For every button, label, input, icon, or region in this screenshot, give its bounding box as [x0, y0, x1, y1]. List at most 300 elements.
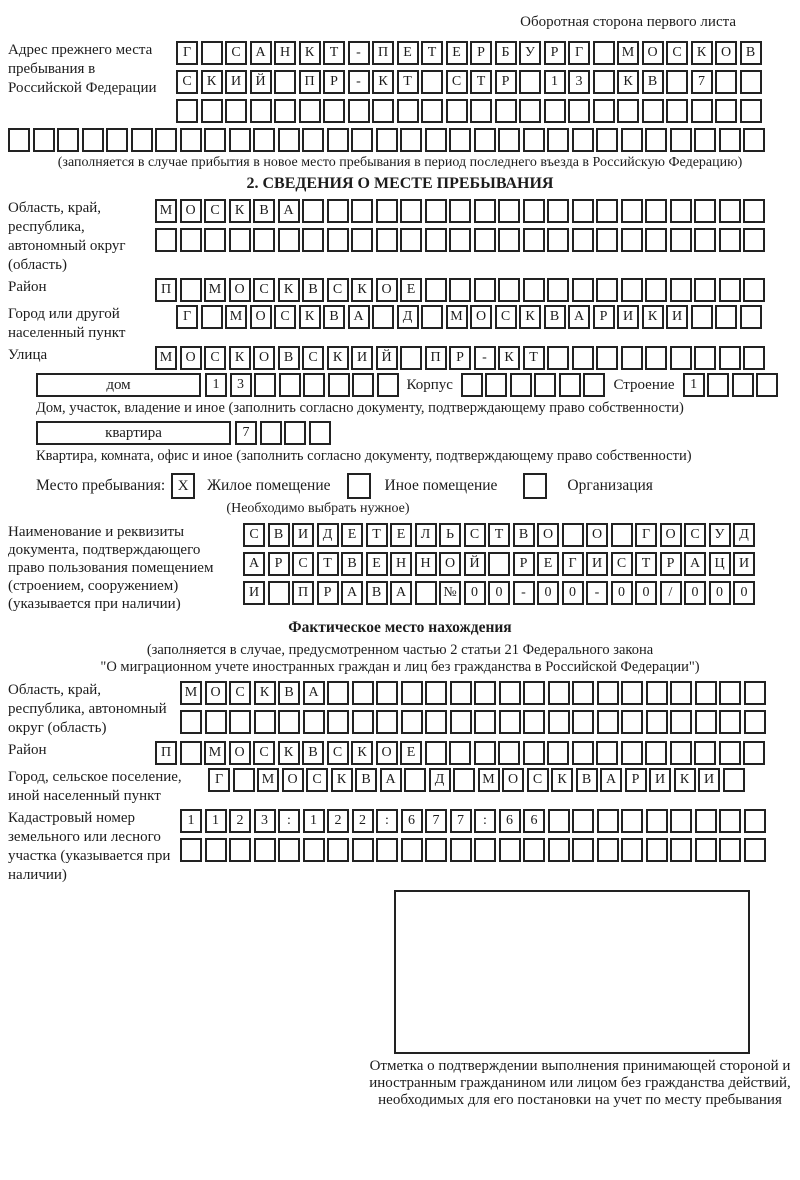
char-box: М [204, 278, 226, 302]
char-box [400, 128, 422, 152]
char-box [715, 99, 737, 123]
char-box: Т [397, 70, 419, 94]
char-box [646, 838, 668, 862]
char-box: К [498, 346, 520, 370]
char-box [646, 809, 668, 833]
char-box [470, 99, 492, 123]
char-box [204, 228, 226, 252]
char-box [450, 681, 472, 705]
char-box [756, 373, 778, 397]
char-box: Н [274, 41, 296, 65]
char-box: С [306, 768, 328, 792]
char-box [274, 99, 296, 123]
city-label: Город или другой населенный пункт [8, 306, 126, 341]
char-box [425, 199, 447, 223]
char-box [572, 710, 594, 734]
char-box [499, 710, 521, 734]
char-box [377, 373, 399, 397]
confirmation-mark-caption: Отметка о подтверждении выполнения принимающей стороной и иностранным гражданином или лицом без гражданства действий, необходимых для его постановки на учет по месту пребывания [369, 1058, 791, 1108]
apartment-row [8, 421, 792, 445]
char-box [695, 838, 717, 862]
char-box [548, 809, 570, 833]
char-box [740, 70, 762, 94]
char-box [397, 99, 419, 123]
char-box [719, 681, 741, 705]
char-box [499, 838, 521, 862]
char-box [302, 199, 324, 223]
char-box [498, 741, 520, 765]
char-box: Л [415, 523, 437, 547]
char-box: С [253, 278, 275, 302]
char-box [670, 128, 692, 152]
char-box: А [341, 581, 363, 605]
stay-option-checkbox-other [347, 473, 371, 499]
char-box [155, 128, 177, 152]
char-box [719, 809, 741, 833]
cadastral-row-2 [180, 838, 766, 862]
char-box [415, 581, 437, 605]
char-box [303, 373, 325, 397]
char-box [743, 741, 765, 765]
house-caption: Дом, участок, владение и иное (заполнить согласно документу, подтверждающему право собственности) [36, 400, 684, 416]
char-box [666, 99, 688, 123]
char-box [278, 128, 300, 152]
char-box: Р [317, 581, 339, 605]
apartment-number-row [235, 421, 331, 445]
char-box: К [691, 41, 713, 65]
district-field [8, 278, 792, 302]
char-box: В [323, 305, 345, 329]
char-box [425, 681, 447, 705]
char-box [691, 305, 713, 329]
char-box: Т [421, 41, 443, 65]
char-box [450, 710, 472, 734]
char-box: М [225, 305, 247, 329]
char-box: Е [537, 552, 559, 576]
char-box [205, 838, 227, 862]
char-box [449, 128, 471, 152]
char-box: Е [446, 41, 468, 65]
char-box: 0 [537, 581, 559, 605]
char-box [425, 710, 447, 734]
char-box: А [250, 41, 272, 65]
char-box: Е [400, 741, 422, 765]
char-box [421, 305, 443, 329]
char-box: 6 [523, 809, 545, 833]
char-box: К [519, 305, 541, 329]
char-box: / [660, 581, 682, 605]
char-box [376, 681, 398, 705]
char-box: № [439, 581, 461, 605]
prev-address-row-2 [176, 70, 762, 94]
document-row-1 [243, 523, 755, 547]
char-box: Р [268, 552, 290, 576]
char-box: О [250, 305, 272, 329]
char-box [666, 70, 688, 94]
char-box: - [474, 346, 496, 370]
char-box [694, 228, 716, 252]
char-box [351, 199, 373, 223]
char-box: К [229, 199, 251, 223]
char-box: Д [317, 523, 339, 547]
char-box: О [642, 41, 664, 65]
char-box [327, 228, 349, 252]
char-box: А [684, 552, 706, 576]
district-label: Район [8, 279, 47, 295]
char-box [694, 199, 716, 223]
char-box: К [299, 41, 321, 65]
char-box: О [439, 552, 461, 576]
char-box [732, 373, 754, 397]
city-row [176, 305, 762, 329]
prev-address-row-4 [8, 128, 792, 152]
char-box [694, 278, 716, 302]
char-box: В [366, 581, 388, 605]
char-box: П [155, 741, 177, 765]
char-box [645, 128, 667, 152]
char-box [449, 199, 471, 223]
char-box: - [348, 70, 370, 94]
char-box [523, 741, 545, 765]
char-box [253, 128, 275, 152]
char-box: 7 [235, 421, 257, 445]
char-box: И [666, 305, 688, 329]
char-box [327, 128, 349, 152]
char-box: С [327, 741, 349, 765]
char-box: С [176, 70, 198, 94]
char-box: В [268, 523, 290, 547]
char-box: К [201, 70, 223, 94]
char-box: К [327, 346, 349, 370]
char-box: В [278, 681, 300, 705]
char-box [474, 681, 496, 705]
char-box [744, 710, 766, 734]
char-box [229, 128, 251, 152]
stay-option-label-organization: Организация [567, 477, 653, 494]
actual-city-row [208, 768, 745, 792]
char-box [488, 552, 510, 576]
char-box [495, 99, 517, 123]
char-box [278, 228, 300, 252]
char-box: С [684, 523, 706, 547]
char-box: Е [366, 552, 388, 576]
char-box [572, 741, 594, 765]
char-box: К [351, 741, 373, 765]
char-box: Р [544, 41, 566, 65]
char-box: К [617, 70, 639, 94]
char-box: П [372, 41, 394, 65]
char-box [400, 228, 422, 252]
char-box [691, 99, 713, 123]
char-box: Р [323, 70, 345, 94]
char-box: А [568, 305, 590, 329]
char-box [421, 70, 443, 94]
actual-location-subtitle-1: (заполняется в случае, предусмотренном частью 2 статьи 21 Федерального закона [146, 642, 654, 658]
house-number-row [205, 373, 399, 397]
char-box: Ц [709, 552, 731, 576]
char-box: 3 [254, 809, 276, 833]
char-box: М [478, 768, 500, 792]
char-box: С [292, 552, 314, 576]
char-box: 0 [562, 581, 584, 605]
char-box: Р [593, 305, 615, 329]
char-box: С [527, 768, 549, 792]
char-box: Р [513, 552, 535, 576]
char-box: С [229, 681, 251, 705]
char-box: О [229, 741, 251, 765]
char-box: 0 [684, 581, 706, 605]
char-box: К [254, 681, 276, 705]
char-box: О [715, 41, 737, 65]
char-box [694, 741, 716, 765]
char-box [621, 346, 643, 370]
stroenie-row [683, 373, 779, 397]
char-box: И [617, 305, 639, 329]
char-box [372, 99, 394, 123]
char-box [498, 228, 520, 252]
char-box: А [303, 681, 325, 705]
char-box: Е [400, 278, 422, 302]
char-box [621, 199, 643, 223]
char-box [376, 710, 398, 734]
char-box: И [292, 523, 314, 547]
char-box [176, 99, 198, 123]
char-box [645, 278, 667, 302]
char-box: У [519, 41, 541, 65]
char-box [278, 710, 300, 734]
house-row [8, 373, 792, 397]
char-box [719, 741, 741, 765]
char-box: 6 [401, 809, 423, 833]
char-box [180, 710, 202, 734]
char-box [534, 373, 556, 397]
char-box: Н [415, 552, 437, 576]
char-box [278, 838, 300, 862]
char-box [670, 199, 692, 223]
char-box: В [302, 278, 324, 302]
char-box: 6 [499, 809, 521, 833]
char-box: К [278, 278, 300, 302]
char-box [498, 199, 520, 223]
char-box [523, 710, 545, 734]
document-row-3 [243, 581, 755, 605]
char-box: В [302, 741, 324, 765]
prev-address-row-1 [176, 41, 762, 65]
char-box [82, 128, 104, 152]
stay-type-label: Место пребывания: [36, 477, 166, 494]
char-box [449, 278, 471, 302]
char-box [519, 99, 541, 123]
char-box [572, 228, 594, 252]
char-box [719, 838, 741, 862]
char-box [131, 128, 153, 152]
char-box [449, 228, 471, 252]
char-box [284, 421, 306, 445]
stay-type-row [8, 473, 792, 499]
char-box: А [243, 552, 265, 576]
char-box: 1 [180, 809, 202, 833]
char-box [621, 809, 643, 833]
char-box [376, 838, 398, 862]
char-box [548, 681, 570, 705]
char-box [740, 99, 762, 123]
char-box: К [299, 305, 321, 329]
char-box [327, 681, 349, 705]
char-box [523, 278, 545, 302]
region-field [8, 199, 792, 275]
char-box: Т [470, 70, 492, 94]
char-box [523, 128, 545, 152]
char-box [621, 710, 643, 734]
char-box: О [502, 768, 524, 792]
char-box: - [348, 41, 370, 65]
char-box [523, 199, 545, 223]
char-box [544, 99, 566, 123]
char-box: С [204, 199, 226, 223]
char-box [695, 681, 717, 705]
char-box [547, 278, 569, 302]
stay-option-checkbox-residential: X [171, 473, 195, 499]
char-box: М [180, 681, 202, 705]
actual-region-field [8, 681, 792, 738]
char-box: К [278, 741, 300, 765]
region-label: Область, край, республика, автономный округ (область) [8, 200, 126, 273]
char-box [250, 99, 272, 123]
char-box [204, 128, 226, 152]
char-box [621, 128, 643, 152]
char-box: К [372, 70, 394, 94]
char-box [572, 838, 594, 862]
stay-option-checkbox-organization [523, 473, 547, 499]
char-box [254, 373, 276, 397]
char-box [572, 346, 594, 370]
char-box [715, 305, 737, 329]
char-box [474, 838, 496, 862]
char-box [510, 373, 532, 397]
char-box: П [292, 581, 314, 605]
char-box [352, 373, 374, 397]
char-box: И [586, 552, 608, 576]
char-box: Г [208, 768, 230, 792]
char-box [425, 228, 447, 252]
char-box [229, 838, 251, 862]
char-box [719, 128, 741, 152]
char-box: О [586, 523, 608, 547]
char-box [547, 128, 569, 152]
char-box [621, 741, 643, 765]
stay-option-label-residential: Жилое помещение [207, 477, 331, 494]
char-box: П [155, 278, 177, 302]
char-box [645, 228, 667, 252]
stroenie-label: Строение [613, 376, 675, 393]
char-box [404, 768, 426, 792]
korpus-label: Корпус [406, 376, 453, 393]
document-label: Наименование и реквизиты документа, подтверждающего право пользования помещением (строением, сооружением) (указывается при наличии) [8, 524, 214, 612]
char-box [425, 128, 447, 152]
char-box: Т [366, 523, 388, 547]
char-box: А [390, 581, 412, 605]
char-box: С [495, 305, 517, 329]
char-box: К [674, 768, 696, 792]
char-box [743, 128, 765, 152]
char-box: Й [376, 346, 398, 370]
char-box: : [376, 809, 398, 833]
stay-option-label-other: Иное помещение [384, 477, 498, 494]
char-box [670, 278, 692, 302]
char-box: В [642, 70, 664, 94]
char-box [302, 228, 324, 252]
char-box: 0 [488, 581, 510, 605]
char-box: Т [317, 552, 339, 576]
actual-region-row-1 [180, 681, 766, 705]
char-box [559, 373, 581, 397]
char-box: И [243, 581, 265, 605]
char-box [645, 741, 667, 765]
char-box [645, 346, 667, 370]
char-box: М [155, 199, 177, 223]
char-box: 7 [450, 809, 472, 833]
char-box: Д [429, 768, 451, 792]
char-box [474, 128, 496, 152]
char-box [719, 228, 741, 252]
char-box [597, 809, 619, 833]
char-box: 0 [733, 581, 755, 605]
char-box [719, 199, 741, 223]
document-row-2 [243, 552, 755, 576]
char-box: - [586, 581, 608, 605]
char-box: Е [341, 523, 363, 547]
section2-title: 2. СВЕДЕНИЯ О МЕСТЕ ПРЕБЫВАНИЯ [246, 175, 554, 192]
char-box: К [551, 768, 573, 792]
char-box [707, 373, 729, 397]
char-box [400, 346, 422, 370]
char-box: Г [568, 41, 590, 65]
char-box [593, 99, 615, 123]
char-box: А [278, 199, 300, 223]
char-box [351, 128, 373, 152]
char-box: С [611, 552, 633, 576]
prev-address-field [8, 41, 792, 123]
char-box: 0 [611, 581, 633, 605]
cadastral-row-1 [180, 809, 766, 833]
char-box: Г [635, 523, 657, 547]
char-box: Б [495, 41, 517, 65]
cadastral-field [8, 809, 792, 885]
stay-choose-note: (Необходимо выбрать нужное) [226, 501, 410, 516]
char-box [572, 681, 594, 705]
char-box: : [278, 809, 300, 833]
char-box: Й [250, 70, 272, 94]
char-box: 3 [230, 373, 252, 397]
char-box [646, 710, 668, 734]
char-box [715, 70, 737, 94]
actual-district-field [8, 741, 792, 765]
char-box [596, 741, 618, 765]
char-box [401, 710, 423, 734]
actual-location-title: Фактическое место нахождения [288, 619, 512, 636]
char-box [155, 228, 177, 252]
char-box [572, 278, 594, 302]
char-box: К [642, 305, 664, 329]
char-box [547, 228, 569, 252]
char-box [180, 278, 202, 302]
char-box: М [155, 346, 177, 370]
char-box [719, 278, 741, 302]
char-box [670, 710, 692, 734]
char-box [744, 809, 766, 833]
apartment-box-label: квартира [36, 421, 231, 445]
char-box: И [351, 346, 373, 370]
